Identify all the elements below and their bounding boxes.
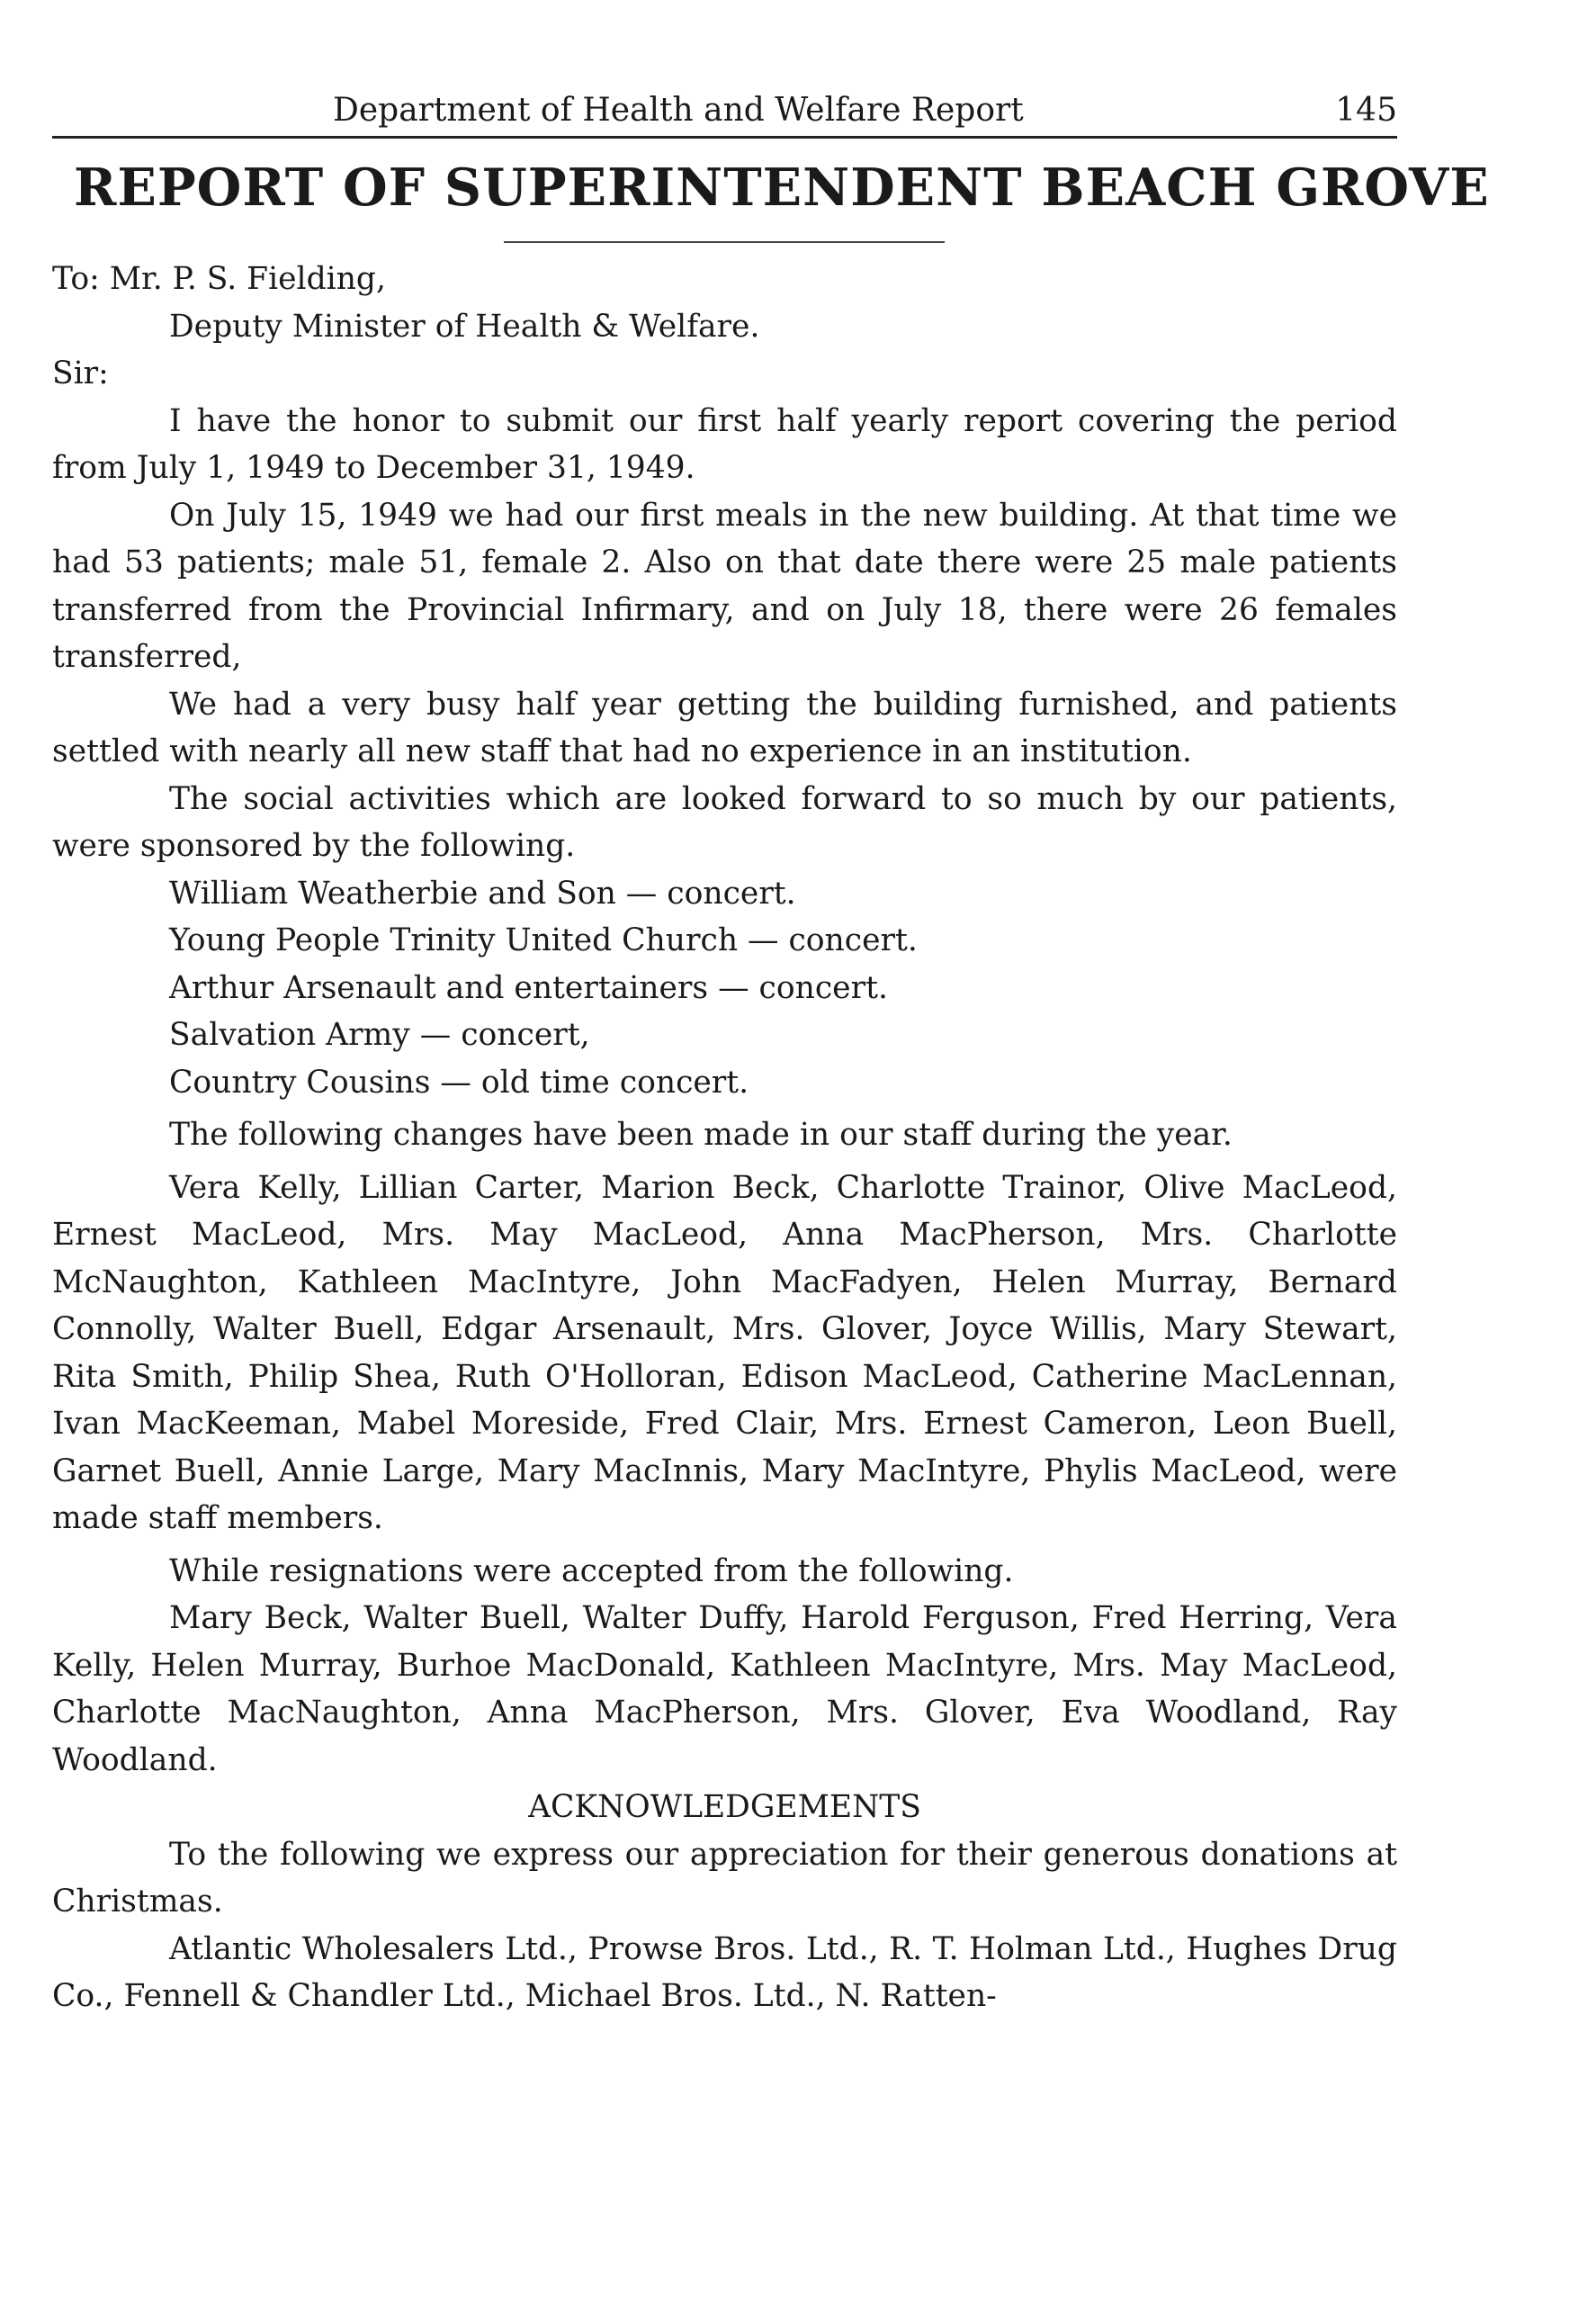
paragraph-new-staff: Vera Kelly, Lillian Carter, Marion Beck, Charlotte Trainor, Olive MacLeod, Ernest MacLeod, Mrs. May MacLeod, Anna MacPherson, Mrs. Charlotte McNaughton, Kathleen MacIntyre, John MacFadyen, Helen Murray, Bernard Connolly, Walter Buell, Edgar Arsenault, Mrs. Glover, Joyce Willis, Mary Stewart, Rita Smith, Philip Shea, Ruth O'Holloran, Edison MacLeod, Catherine MacLennan, Ivan MacKeeman, Mabel Moreside, Fred Clair, Mrs. Ernest Cameron, Leon Buell, Garnet Buell, Annie Large, Mary MacInnis, Mary MacIntyre, Phylis MacLeod, were made staff members. — [52, 1169, 1397, 1536]
paragraph-busy-half-year: We had a very busy half year getting the building furnished, and patients settled with nearly all new staff that had no experience in an institution. — [52, 686, 1397, 769]
address-to: To: Mr. P. S. Fielding, — [52, 261, 386, 297]
address-position: Deputy Minister of Health & Welfare. — [169, 308, 760, 345]
report-title: REPORT OF SUPERINTENDENT BEACH GROVE — [74, 157, 1490, 218]
paragraph-staff-changes-intro: The following changes have been made in our staff during the year. — [169, 1117, 1233, 1153]
address-block — [52, 256, 1397, 398]
salutation: Sir: — [52, 355, 109, 391]
paragraph-submission: I have the honor to submit our first half yearly report covering the period from July 1, 1949 to December 31, 1949. — [52, 402, 1397, 486]
list-item: Young People Trinity United Church — concert. — [169, 922, 918, 958]
list-item: Country Cousins — old time concert. — [169, 1064, 749, 1101]
paragraph-acknowledgements-intro: To the following we express our appreciation for their generous donations at Christmas. — [52, 1836, 1397, 1920]
report-body — [52, 256, 1397, 2020]
paragraph-first-meals: On July 15, 1949 we had our first meals in the new building. At that time we had 53 patients; male 51, female 2. Also on that date there were 25 male patients transferred from the Provincial Infirmary, and on July 18, there were 26 females transferred, — [52, 497, 1397, 675]
running-title: Department of Health and Welfare Report — [333, 92, 1024, 129]
running-header — [52, 85, 1397, 139]
paragraph-resignations-intro: While resignations were accepted from the following. — [169, 1552, 1014, 1589]
paragraph-resignations: Mary Beck, Walter Buell, Walter Duffy, Harold Ferguson, Fred Herring, Vera Kelly, Helen Murray, Burhoe MacDonald, Kathleen MacIntyre, Mrs. May MacLeod, Charlotte MacNaughton, Anna MacPherson, Mrs. Glover, Eva Woodland, Ray Woodland. — [52, 1600, 1397, 1778]
paragraph-social-activities: The social activities which are looked forward to so much by our patients, were sponsored by the following. — [52, 780, 1397, 864]
document-page — [52, 85, 1490, 2020]
list-item: Arthur Arsenault and entertainers — concert. — [169, 969, 888, 1006]
social-activities-list — [52, 870, 1397, 1107]
title-divider — [504, 241, 945, 243]
list-item: Salvation Army — concert, — [169, 1017, 590, 1053]
list-item: William Weatherbie and Son — concert. — [169, 875, 796, 912]
acknowledgements-heading: ACKNOWLEDGEMENTS — [528, 1789, 921, 1825]
page-number: 145 — [1335, 92, 1397, 129]
paragraph-donors: Atlantic Wholesalers Ltd., Prowse Bros. Ltd., R. T. Holman Ltd., Hughes Drug Co., Fennell & Chandler Ltd., Michael Bros. Ltd., N. Ratten- — [52, 1930, 1397, 2014]
